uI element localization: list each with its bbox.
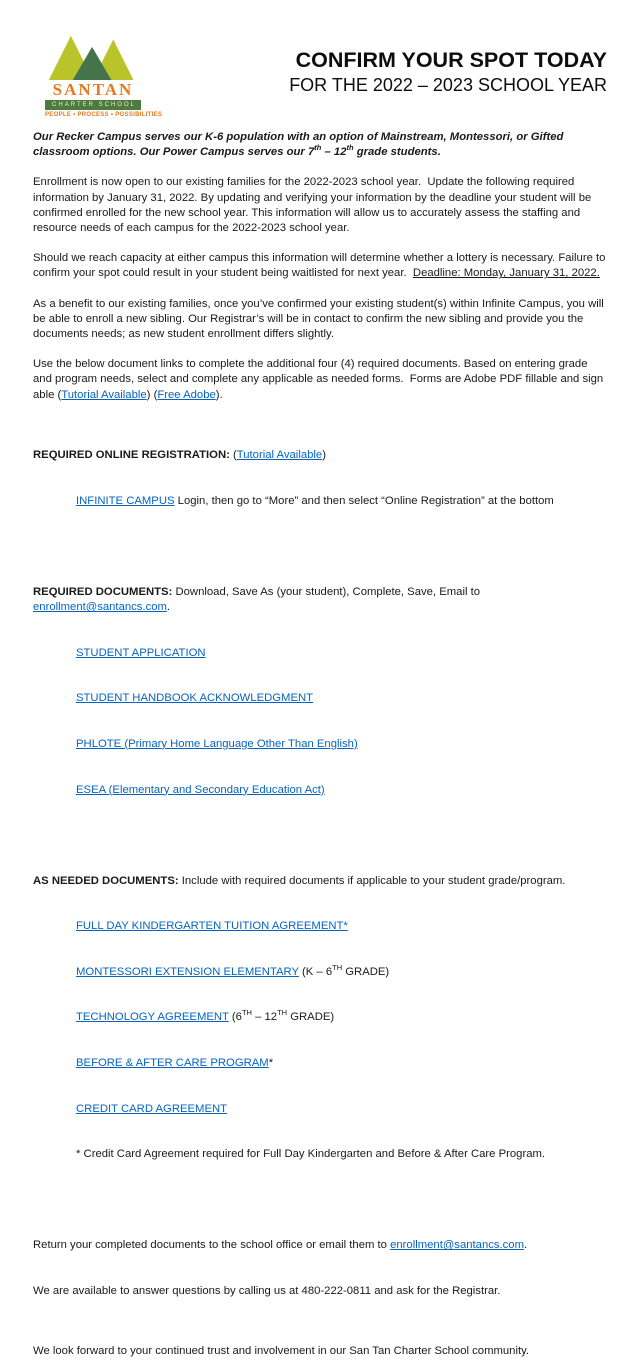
grade-note: GRADE) — [287, 1011, 335, 1024]
title-block — [289, 34, 607, 96]
superscript: th — [346, 143, 354, 153]
credit-card-agreement-link[interactable]: CREDIT CARD AGREEMENT — [76, 1102, 228, 1115]
list-item — [76, 962, 608, 980]
superscript: th — [314, 143, 322, 153]
logo-tagline: PEOPLE • PROCESS • POSSIBILITIES — [45, 112, 163, 118]
letter-body — [0, 118, 640, 1360]
school-logo — [45, 34, 163, 118]
capacity-paragraph — [33, 251, 608, 281]
list-item — [76, 783, 608, 798]
infinite-campus-instructions: Login, then go to “More” and then select “Online Registration” at the bottom — [174, 494, 554, 507]
as-needed-heading: AS NEEDED DOCUMENTS: — [33, 874, 179, 887]
superscript: TH — [277, 1008, 288, 1018]
list-item — [76, 646, 608, 661]
free-adobe-link[interactable]: Free Adobe — [157, 388, 216, 401]
enrollment-paragraph: Enrollment is now open to our existing families for the 2022-2023 school year. Update the following required information by January 31, 2022. By updating and verifying your information by the deadline your student will be confirmed enrolled for the new school year. This information will allow us to accurately assess the staffing and resource needs of each campus for the 2022-2023 school year. — [33, 176, 595, 235]
asterisk-marker: * — [268, 1056, 274, 1069]
as-needed-heading-line — [33, 874, 608, 889]
documents-text: ) ( — [146, 388, 158, 401]
grade-note: GRADE) — [342, 965, 390, 978]
intro-text: – 12 — [321, 146, 347, 159]
list-item — [76, 691, 608, 706]
deadline-text: Deadline: Monday, January 31, 2022. — [412, 267, 600, 280]
documents-text: ). — [215, 388, 223, 401]
as-needed-instructions: Include with required documents if applicable to your student grade/program. — [178, 874, 566, 887]
enrollment-email-link-return[interactable]: enrollment@santancs.com — [390, 1239, 525, 1252]
required-documents-instructions: Download, Save As (your student), Complete, Save, Email to — [172, 585, 484, 598]
footnote: * Credit Card Agreement required for Full Day Kindergarten and Before & After Care Program. — [76, 1148, 546, 1161]
infinite-campus-line — [76, 494, 608, 509]
enrollment-email-link[interactable]: enrollment@santancs.com — [33, 601, 167, 614]
registration-heading: REQUIRED ONLINE REGISTRATION: — [33, 449, 230, 462]
intro-paragraph — [33, 130, 608, 160]
list-item — [76, 737, 608, 752]
logo-school-name: SANTAN — [52, 80, 134, 99]
student-handbook-link[interactable]: STUDENT HANDBOOK ACKNOWLEDGMENT — [76, 692, 314, 705]
grade-note: – 12 — [251, 1011, 278, 1024]
list-item — [76, 1010, 608, 1025]
esea-link[interactable]: ESEA (Elementary and Secondary Education Act) — [76, 783, 325, 796]
full-day-kindergarten-link[interactable]: FULL DAY KINDERGARTEN TUITION AGREEMENT* — [76, 920, 348, 933]
required-documents-text: . — [166, 601, 171, 614]
closing-text: . — [524, 1239, 528, 1252]
grade-note: (K – 6 — [298, 965, 333, 978]
superscript: TH — [332, 962, 343, 972]
list-item — [76, 919, 608, 934]
logo-banner: CHARTER SCHOOL — [45, 100, 141, 110]
registration-text: ) — [322, 449, 326, 462]
phlote-link[interactable]: PHLOTE (Primary Home Language Other Than English) — [76, 737, 358, 750]
list-item — [76, 1102, 608, 1117]
grade-note: (6 — [228, 1011, 242, 1024]
capacity-text: Should we reach capacity at either campus this information will determine whether a lottery is necessary. Failure to confirm your spot could result in your student being waitlisted for next year. — [33, 252, 609, 280]
intro-text: grade students. — [353, 146, 441, 159]
tutorial-available-link[interactable]: Tutorial Available — [61, 388, 147, 401]
registration-heading-line — [33, 448, 608, 463]
required-documents-section — [33, 554, 608, 828]
header — [0, 0, 640, 118]
documents-text: Use the below document links to complete the additional four (4) required documents. Based on entering grade and program needs, select and complete any applicable as needed forms. Forms are Adobe PDF fillable and sign able ( — [33, 358, 607, 401]
documents-paragraph — [33, 357, 608, 403]
student-application-link[interactable]: STUDENT APPLICATION — [76, 646, 206, 659]
registration-section — [33, 418, 608, 540]
required-documents-heading-line — [33, 585, 608, 615]
infinite-campus-link[interactable]: INFINITE CAMPUS — [76, 494, 175, 507]
closing-section — [33, 1208, 608, 1330]
farewell-paragraph: We look forward to your continued trust and involvement in our San Tan Charter School community. — [33, 1345, 530, 1358]
closing-text: Return your completed documents to the school office or email them to — [33, 1239, 391, 1252]
mountains-icon — [47, 34, 139, 80]
intro-text: Our Recker Campus serves our K-6 population with an option of Mainstream, Montessori, or Gifted classroom options. Our Power Campus serves our 7 — [33, 131, 567, 159]
page-title: CONFIRM YOUR SPOT TODAY — [295, 48, 607, 72]
montessori-extension-link[interactable]: MONTESSORI EXTENSION ELEMENTARY — [76, 965, 299, 978]
registration-tutorial-link[interactable]: Tutorial Available — [236, 449, 323, 462]
superscript: TH — [241, 1008, 252, 1018]
list-item — [76, 1056, 608, 1071]
page-subtitle: FOR THE 2022 – 2023 SCHOOL YEAR — [289, 74, 607, 95]
required-documents-heading: REQUIRED DOCUMENTS: — [33, 585, 173, 598]
registration-text: ( — [229, 449, 237, 462]
return-documents-line — [33, 1238, 608, 1253]
as-needed-section — [33, 843, 608, 1193]
before-after-care-link[interactable]: BEFORE & AFTER CARE PROGRAM — [76, 1056, 269, 1069]
sibling-paragraph: As a benefit to our existing families, once you’ve confirmed your existing student(s) within Infinite Campus, you will be able to enroll a new sibling. Our Registrar’s will be in contact to confirm the new sibling and provide you the documents needs; as new student enrollment differs slightly. — [33, 297, 607, 341]
technology-agreement-link[interactable]: TECHNOLOGY AGREEMENT — [76, 1011, 229, 1024]
questions-line: We are available to answer questions by calling us at 480-222-0811 and ask for the Registrar. — [33, 1284, 501, 1297]
